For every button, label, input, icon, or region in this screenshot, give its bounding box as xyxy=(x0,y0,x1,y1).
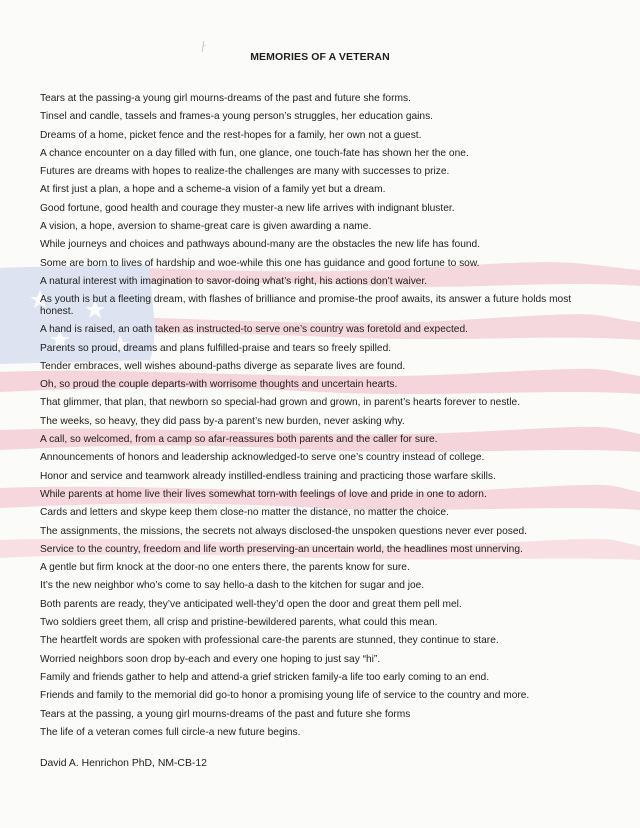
poem-line: A call, so welcomed, from a camp so afar-reassures both parents and the caller for sure. xyxy=(40,434,438,446)
poem-line: The heartfelt words are spoken with professional care-the parents are stunned, they continue to stare. xyxy=(40,635,499,647)
poem-line: Parents so proud, dreams and plans fulfilled-praise and tears so freely spilled. xyxy=(40,342,392,354)
poem-body xyxy=(40,90,605,742)
poem-line: Tears at the passing-a young girl mourns-dreams of the past and future she forms. xyxy=(40,93,411,104)
poem-line: A gentle but firm knock at the door-no one enters there, the parents know for sure. xyxy=(40,562,410,574)
poem-line: A vision, a hope, aversion to shame-great care is given awarding a name. xyxy=(40,221,372,233)
poem-line: Some are born to lives of hardship and woe-while this one has guidance and good fortune to sow. xyxy=(40,257,480,269)
poem-line: While parents at home live their lives somewhat torn-with feelings of love and pride in one to adorn. xyxy=(40,488,487,500)
poem-line: Service to the country, freedom and life worth preserving-an uncertain world, the headlines most unnerving. xyxy=(40,543,523,555)
poem-line: Both parents are ready, they’ve anticipated well-they’d open the door and great them pell mel. xyxy=(40,598,462,610)
poem-line: That glimmer, that plan, that newborn so special-had grown and grown, in parent’s hearts forever to nestle. xyxy=(40,397,521,409)
poem-line: As youth is but a fleeting dream, with flashes of brilliance and promise-the proof awaits, its answer a future holds most honest. xyxy=(40,294,572,318)
poem-line: Announcements of honors and leadership acknowledged-to serve one’s country instead of college. xyxy=(40,452,485,464)
author-signature: David A. Henrichon PhD, NM-CB-12 xyxy=(40,758,207,769)
poem-line: While journeys and choices and pathways abound-many are the obstacles the new life has found. xyxy=(40,239,481,251)
poem-line: A chance encounter on a day filled with fun, one glance, one touch-fate has shown her the one. xyxy=(40,147,469,159)
poem-line: Tender embraces, well wishes abound-paths diverge as separate lives are found. xyxy=(40,360,406,372)
poem-line: A natural interest with imagination to savor-doing what’s right, his actions don’t waiver. xyxy=(40,275,428,287)
poem-line: At first just a plan, a hope and a scheme-a vision of a family yet but a dream. xyxy=(40,184,386,196)
poem-line: Cards and letters and skype keep them close-no matter the distance, no matter the choice. xyxy=(40,507,449,519)
poem-line: Honor and service and teamwork already instilled-endless training and practicing those warfare skills. xyxy=(40,470,496,482)
poem-line: Dreams of a home, picket fence and the rest-hopes for a family, her own not a guest. xyxy=(40,129,422,141)
poem-line: Oh, so proud the couple departs-with worrisome thoughts and uncertain hearts. xyxy=(40,379,398,391)
poem-line: A hand is raised, an oath taken as instructed-to serve one’s country was foretold and expected. xyxy=(40,324,468,336)
poem-line: Two soldiers greet them, all crisp and pristine-bewildered parents, what could this mean. xyxy=(40,617,438,629)
poem-line: Friends and family to the memorial did go-to honor a promising young life of service to the country and more. xyxy=(40,690,530,702)
poem-line: The life of a veteran comes full circle-a new future begins. xyxy=(40,726,301,738)
document-title: MEMORIES OF A VETERAN xyxy=(250,51,390,63)
poem-line: Family and friends gather to help and attend-a grief stricken family-a life too early coming to an end. xyxy=(40,671,490,683)
poem-line: Good fortune, good health and courage they muster-a new life arrives with indignant bluster. xyxy=(40,202,455,214)
poem-line: The assignments, the missions, the secrets not always disclosed-the unspoken questions never ever posed. xyxy=(40,525,527,537)
poem-line: Tinsel and candle, tassels and frames-a young person’s struggles, her education gains. xyxy=(40,111,434,123)
poem-line: Worried neighbors soon drop by-each and every one hoping to just say “hi”. xyxy=(40,653,381,665)
poem-line: Futures are dreams with hopes to realize-the challenges are many with successes to prize. xyxy=(40,166,450,178)
poem-line: It’s the new neighbor who’s come to say hello-a dash to the kitchen for sugar and joe. xyxy=(40,580,425,592)
poem-line: The weeks, so heavy, they did pass by-a parent’s new burden, never asking why. xyxy=(40,415,405,427)
poem-line: Tears at the passing, a young girl mourns-dreams of the past and future she forms xyxy=(40,708,411,720)
